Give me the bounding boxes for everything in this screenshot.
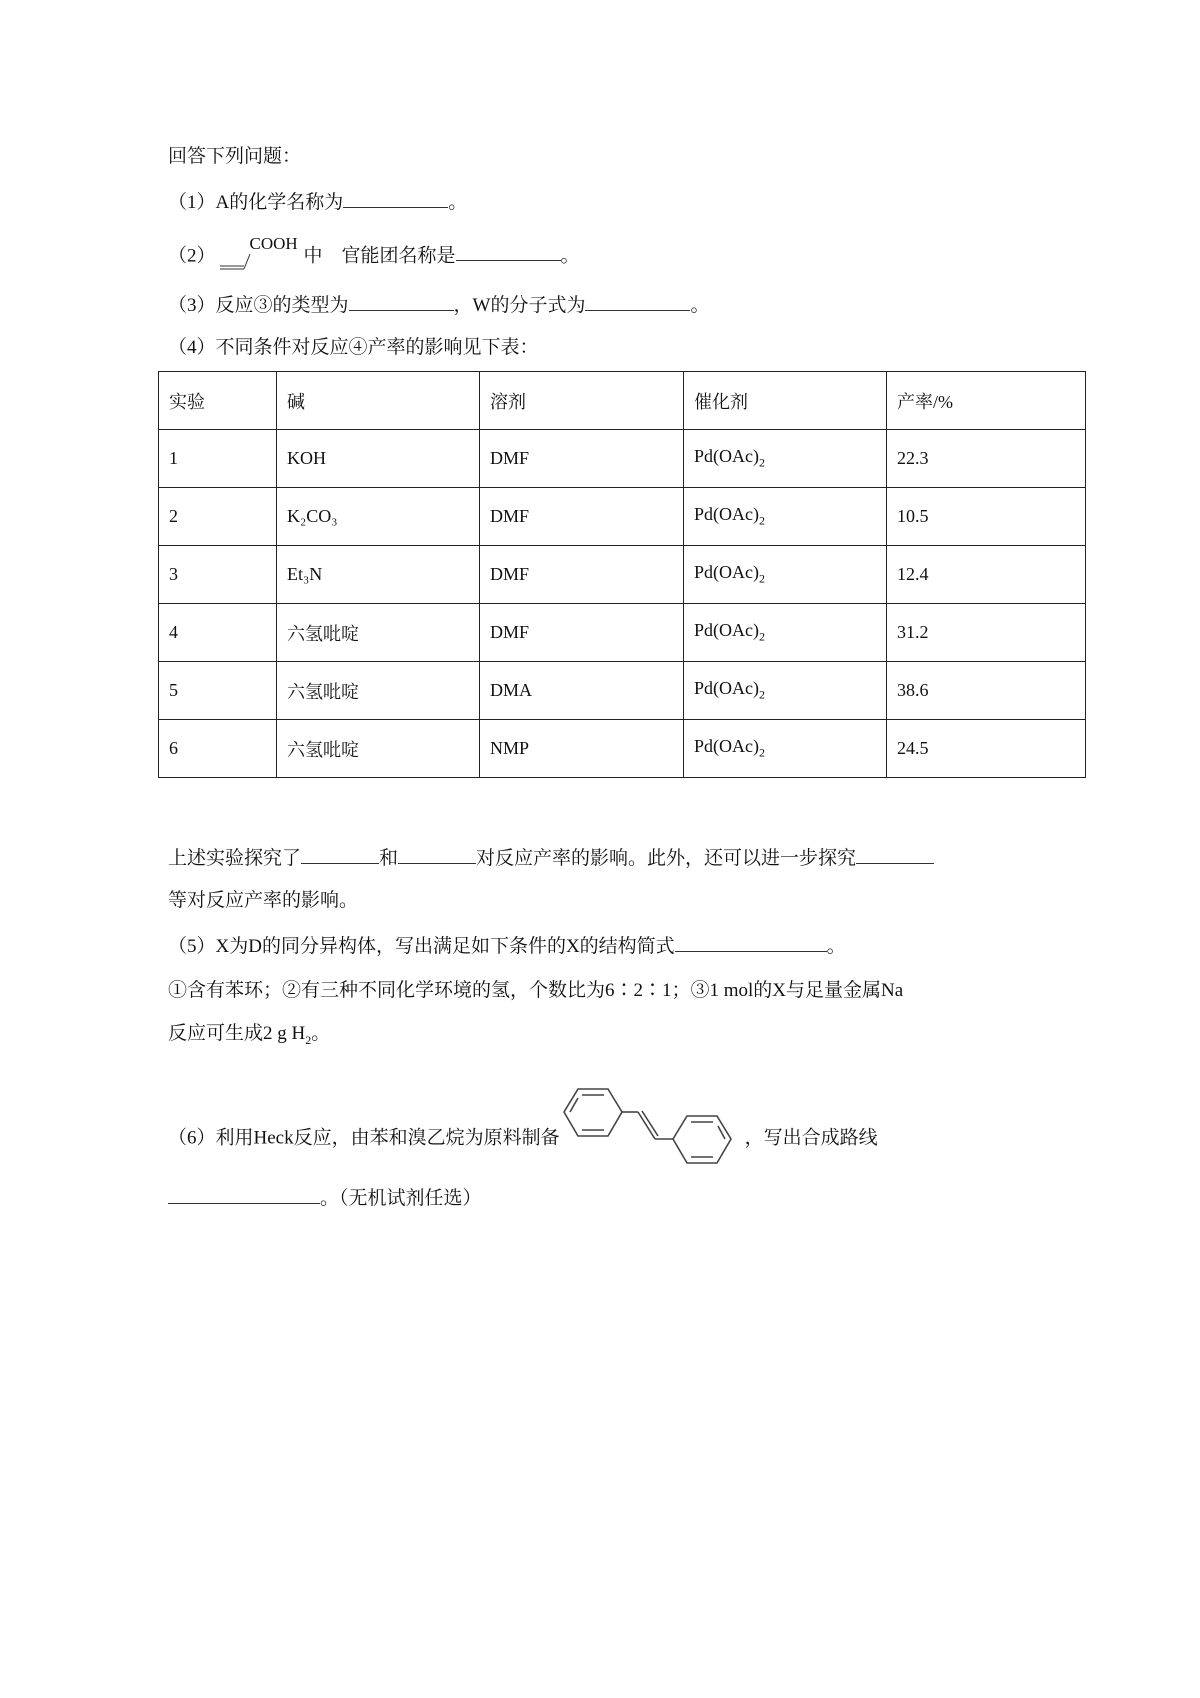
cond2-text: 反应可生成2 g H (168, 1023, 306, 1044)
table-cell (277, 488, 480, 546)
table-cell (684, 662, 887, 720)
answer-blank[interactable] (349, 292, 454, 311)
q5-conditions: ①含有苯环；②有三种不同化学环境的氢，个数比为6∶2∶1；③1 mol的X与足量金属Na (168, 980, 904, 1001)
cell-text: Pd(OAc) (694, 620, 759, 641)
q2-text: 中 官能团名称是 (303, 245, 456, 267)
table-cell (684, 546, 887, 604)
answer-blank[interactable] (398, 845, 476, 864)
table-row (159, 662, 1086, 720)
q2-end: 。 (560, 245, 580, 267)
table-cell (480, 720, 684, 778)
q6-mid: ，写出合成路线 (744, 1127, 878, 1149)
header-cell: 溶剂 (480, 372, 684, 430)
q2-label: （2） (168, 245, 216, 267)
after-a: 上述实验探究了 (168, 848, 302, 869)
cond2-end: 。 (311, 1023, 331, 1044)
table-cell (159, 430, 277, 488)
question-6-answer (168, 1185, 482, 1211)
cell-text: 31.2 (897, 622, 929, 642)
table-cell (277, 662, 480, 720)
answer-blank[interactable] (675, 933, 827, 952)
cell-text: Pd(OAc) (694, 504, 759, 525)
table-row (159, 604, 1086, 662)
table-cell (159, 488, 277, 546)
table-cell (159, 604, 277, 662)
table-cell (887, 488, 1086, 546)
cell-text: DMA (490, 680, 533, 700)
answer-blank[interactable] (585, 292, 690, 311)
cell-text: 4 (169, 622, 178, 642)
cell-text: Pd(OAc) (694, 446, 759, 467)
table-cell (684, 604, 887, 662)
answer-blank[interactable] (456, 242, 561, 261)
cell-subscript: 2 (759, 687, 765, 702)
cell-text: 1 (169, 448, 178, 468)
q5-conditions-2 (168, 1022, 330, 1052)
answer-blank[interactable] (168, 1185, 320, 1204)
table-cell (159, 546, 277, 604)
intro: 回答下列问题： (168, 146, 302, 167)
table-cell (480, 662, 684, 720)
answer-blank[interactable] (856, 845, 934, 864)
acrylic-acid-structure (216, 234, 304, 274)
cell-text: NMP (490, 738, 530, 758)
table-header-row (159, 372, 1086, 430)
after-c: 对反应产率的影响。此外，还可以进一步探究 (476, 848, 857, 869)
question-1 (168, 189, 467, 215)
q1-end: 。 (448, 192, 468, 213)
q6-end: 。（无机试剂任选） (320, 1188, 482, 1209)
table-cell (480, 546, 684, 604)
answer-blank[interactable] (343, 189, 448, 208)
table-cell (887, 604, 1086, 662)
table-discussion-2: 等对反应产率的影响。 (168, 890, 359, 911)
cell-text: 2 (169, 506, 178, 526)
table-cell (480, 488, 684, 546)
q3-text: （3）反应③的类型为 (168, 295, 349, 316)
cell-text: 5 (169, 680, 178, 700)
cell-text: K₂CO₃ (287, 506, 338, 526)
cell-subscript: 2 (759, 571, 765, 586)
cell-subscript: 2 (759, 513, 765, 528)
question-3 (168, 292, 709, 318)
table-row (159, 488, 1086, 546)
answer-blank[interactable] (301, 845, 379, 864)
cell-text: 6 (169, 738, 178, 758)
cell-text: 六氢吡啶 (287, 681, 359, 702)
table-row (159, 720, 1086, 778)
cell-text: 10.5 (897, 506, 929, 526)
cell-subscript: 2 (759, 629, 765, 644)
question-5 (168, 933, 846, 959)
cell-text: 六氢吡啶 (287, 623, 359, 644)
table-cell (277, 546, 480, 604)
table-cell (887, 546, 1086, 604)
cell-text: 12.4 (897, 564, 929, 584)
cell-text: DMF (490, 506, 530, 526)
header-cell: 碱 (277, 372, 480, 430)
cell-text: DMF (490, 448, 530, 468)
results-table (158, 371, 1086, 778)
cell-text: 22.3 (897, 448, 929, 468)
cell-text: DMF (490, 622, 530, 642)
table-row (159, 546, 1086, 604)
q1-text: （1）A的化学名称为 (168, 192, 344, 213)
table-discussion (168, 845, 934, 871)
cell-text: 38.6 (897, 680, 929, 700)
after-b: 和 (379, 848, 399, 869)
cell-text: Pd(OAc) (694, 736, 759, 757)
cell-text: DMF (490, 564, 530, 584)
table-cell (887, 720, 1086, 778)
question-2 (168, 234, 580, 274)
q6-text: （6）利用Heck反应，由苯和溴乙烷为原料制备 (168, 1127, 560, 1149)
cell-text: 3 (169, 564, 178, 584)
cell-text: 24.5 (897, 738, 929, 758)
cell-subscript: 2 (759, 455, 765, 470)
header-cell: 产率/% (887, 372, 1086, 430)
table-cell (684, 488, 887, 546)
cond2-sub: 2 (305, 1032, 312, 1047)
table-cell (684, 720, 887, 778)
cell-subscript: 2 (759, 745, 765, 760)
table-cell (159, 720, 277, 778)
table-cell (277, 430, 480, 488)
header-cell: 催化剂 (684, 372, 887, 430)
question-6 (168, 1104, 878, 1174)
table-cell (480, 430, 684, 488)
q5-text: （5）X为D的同分异构体，写出满足如下条件的X的结构简式 (168, 936, 675, 957)
table-cell (277, 604, 480, 662)
cell-text: Et₃N (287, 564, 323, 584)
cell-text: KOH (287, 448, 326, 468)
table-cell (480, 604, 684, 662)
cell-text: Pd(OAc) (694, 678, 759, 699)
table-cell (887, 662, 1086, 720)
stilbene-structure (560, 1084, 745, 1174)
cell-text: 六氢吡啶 (287, 739, 359, 760)
q3-end: 。 (690, 295, 710, 316)
question-4: （4）不同条件对反应④产率的影响见下表： (168, 337, 539, 358)
cell-text: Pd(OAc) (694, 562, 759, 583)
q3-mid: ，W的分子式为 (453, 295, 586, 316)
q5-end: 。 (826, 936, 846, 957)
table-cell (277, 720, 480, 778)
table-cell (887, 430, 1086, 488)
cooh-label: COOH (249, 234, 298, 253)
table-cell (159, 662, 277, 720)
table-cell (684, 430, 887, 488)
table-row (159, 430, 1086, 488)
header-cell: 实验 (159, 372, 277, 430)
